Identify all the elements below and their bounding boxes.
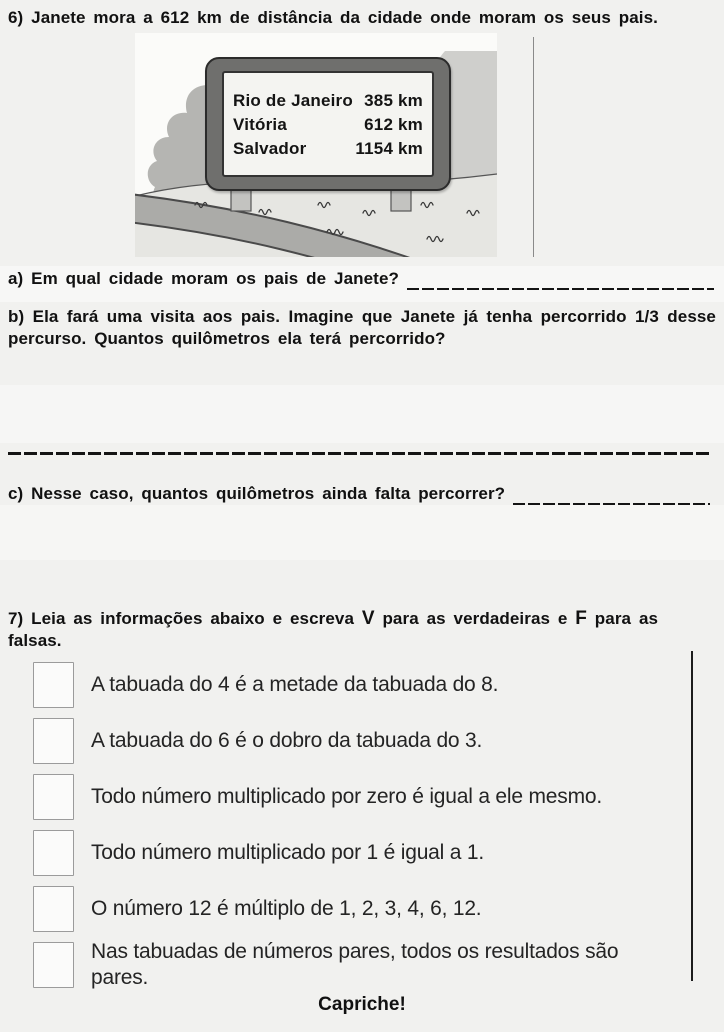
- answer-blank-c[interactable]: [513, 486, 710, 505]
- true-false-row: [33, 661, 679, 709]
- question-6b-text: b) Ela fará uma visita aos pais. Imagine que Janete já tenha percorrido 1/3 desse percurso. Quantos quilômetros ela terá percorrido?: [8, 307, 716, 348]
- answer-line-b[interactable]: [8, 452, 712, 455]
- scan-band: [0, 385, 724, 443]
- city-name: Rio de Janeiro: [233, 90, 353, 110]
- distance-sign: [205, 57, 451, 191]
- question-7-title: [8, 608, 718, 652]
- divider-line: [691, 651, 693, 981]
- answer-checkbox[interactable]: [33, 718, 74, 764]
- question-6c-label: c) Nesse caso, quantos quilômetros ainda falta percorrer?: [8, 484, 506, 503]
- scan-band: [0, 505, 724, 560]
- distance-value: 385 km: [364, 90, 423, 110]
- road-sign-illustration: [135, 33, 497, 257]
- false-letter: F: [575, 608, 587, 629]
- question-7-title-suffix: para as falsas.: [8, 609, 659, 650]
- statement-label: Nas tabuadas de números pares, todos os resultados são pares.: [91, 940, 619, 989]
- answer-checkbox[interactable]: [33, 774, 74, 820]
- statement-label: A tabuada do 6 é o dobro da tabuada do 3.: [91, 729, 483, 752]
- true-false-row: [33, 829, 679, 877]
- answer-checkbox[interactable]: [33, 886, 74, 932]
- question-6a-label: a) Em qual cidade moram os pais de Janete?: [8, 269, 399, 288]
- question-7-title-prefix: 7) Leia as informações abaixo e escreva: [8, 609, 362, 628]
- distance-value: 1154 km: [355, 138, 423, 158]
- city-name: Vitória: [233, 114, 287, 134]
- statement-label: Todo número multiplicado por 1 é igual a 1.: [91, 841, 484, 864]
- sign-row: [233, 137, 423, 160]
- question-6a-row: [8, 268, 714, 290]
- true-false-row: [33, 717, 679, 765]
- question-6-title: 6) Janete mora a 612 km de distância da cidade onde moram os seus pais.: [8, 8, 659, 27]
- true-false-row: [33, 885, 679, 933]
- statement-label: O número 12 é múltiplo de 1, 2, 3, 4, 6, 12.: [91, 897, 482, 920]
- answer-checkbox[interactable]: [33, 942, 74, 988]
- question-6c-row: [8, 483, 710, 505]
- true-false-row: [33, 773, 679, 821]
- footer-message: Capriche!: [318, 994, 406, 1015]
- answer-blank-a[interactable]: [407, 271, 714, 290]
- distance-value: 612 km: [364, 114, 423, 134]
- statement-label: Todo número multiplicado por zero é igual a ele mesmo.: [91, 785, 602, 808]
- sign-row: [233, 113, 423, 136]
- answer-checkbox[interactable]: [33, 830, 74, 876]
- answer-checkbox[interactable]: [33, 662, 74, 708]
- divider-line: [533, 37, 534, 257]
- statement-label: A tabuada do 4 é a metade da tabuada do 8.: [91, 673, 499, 696]
- city-name: Salvador: [233, 138, 307, 158]
- true-letter: V: [361, 608, 375, 629]
- distance-sign-panel: [222, 71, 434, 177]
- sign-row: [233, 89, 423, 112]
- true-false-row: [33, 941, 679, 989]
- question-7-title-mid: para as verdadeiras e: [374, 609, 576, 628]
